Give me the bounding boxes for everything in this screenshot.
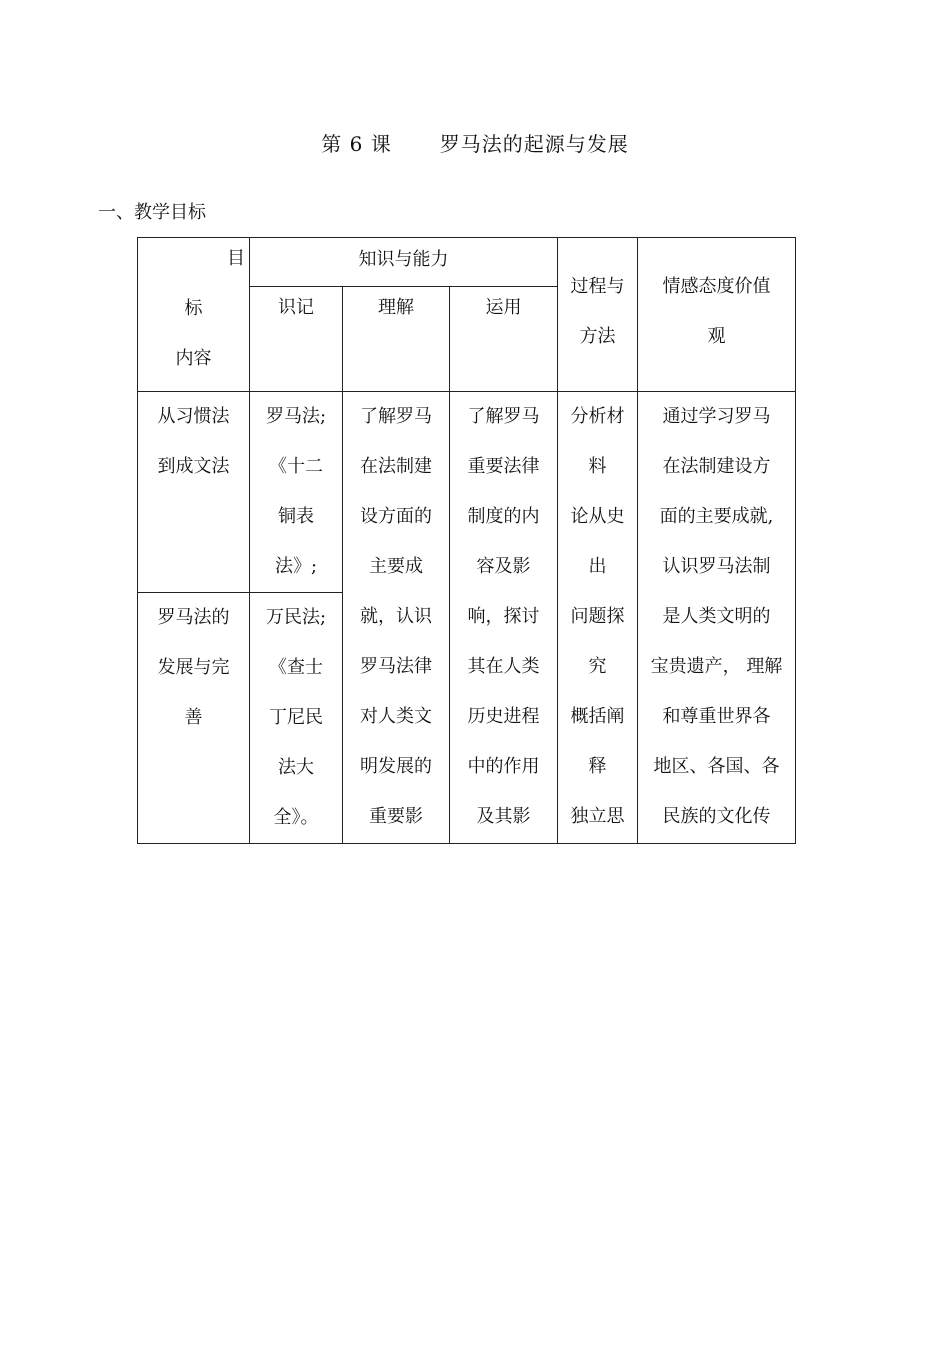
emotion-line-2: 在法制建设方 (662, 456, 771, 477)
understand-line-6: 罗马法律 (360, 656, 432, 677)
emotion-line-9: 民族的文化传 (662, 806, 771, 827)
remember-2-line-3: 丁尼民 (269, 707, 323, 728)
emotion-header-line-2: 观 (707, 326, 726, 347)
remember-2-line-5: 全》。 (273, 807, 319, 828)
apply-line-8: 中的作用 (467, 756, 540, 777)
process-header-line-2: 方法 (579, 326, 616, 347)
remember-2-line-4: 法大 (278, 757, 314, 778)
process-line-6: 究 (588, 656, 607, 677)
emotion-line-7: 和尊重世界各 (662, 706, 771, 727)
emotion-line-3: 面的主要成就, (659, 506, 774, 527)
topic-cell-1 (138, 392, 250, 593)
remember-1-line-1: 罗马法; (265, 406, 327, 427)
understand-line-2: 在法制建 (360, 456, 432, 477)
page-title (0, 128, 950, 157)
emotion-line-8: 地区、各国、各 (653, 756, 780, 777)
process-line-5: 问题探 (570, 606, 625, 627)
process-line-2: 料 (588, 456, 607, 477)
apply-cell (450, 392, 558, 844)
process-method-header (558, 238, 638, 392)
remember-1-line-3: 铜表 (278, 506, 314, 527)
emotion-line-4: 认识罗马法制 (662, 556, 771, 577)
apply-line-9: 及其影 (476, 806, 531, 827)
apply-header: 运用 (450, 287, 558, 392)
apply-line-3: 制度的内 (467, 506, 540, 527)
topic-2-line-3: 善 (184, 707, 203, 728)
apply-line-7: 历史进程 (467, 706, 540, 727)
lesson-number: 第 6 课 (321, 132, 392, 156)
understand-line-1: 了解罗马 (360, 406, 432, 427)
remember-1-line-4: 法》; (274, 556, 318, 577)
topic-1-line-2: 到成文法 (157, 456, 230, 477)
corner-label-2: 标 (184, 298, 203, 319)
topic-cell-2 (138, 593, 250, 844)
understand-header: 理解 (343, 287, 450, 392)
remember-2-line-1: 万民法; (265, 607, 327, 628)
apply-line-5: 响，探讨 (467, 606, 540, 627)
topic-1-line-1: 从习惯法 (157, 406, 230, 427)
process-cell (558, 392, 638, 844)
emotion-header-line-1: 情感态度价值 (662, 276, 771, 297)
understand-line-4: 主要成 (369, 556, 423, 577)
knowledge-ability-header: 知识与能力 (250, 238, 558, 287)
remember-cell-1 (250, 392, 343, 593)
corner-header (138, 238, 250, 392)
lesson-name: 罗马法的起源与发展 (439, 132, 629, 156)
remember-1-line-2: 《十二 (269, 456, 323, 477)
understand-line-7: 对人类文 (360, 706, 432, 727)
process-line-4: 出 (588, 556, 607, 577)
understand-cell (343, 392, 450, 844)
understand-line-9: 重要影 (369, 806, 423, 827)
emotion-line-5: 是人类文明的 (662, 606, 771, 627)
understand-line-8: 明发展的 (360, 756, 432, 777)
apply-line-6: 其在人类 (467, 656, 540, 677)
process-header-line-1: 过程与 (570, 276, 625, 297)
remember-header: 识记 (250, 287, 343, 392)
objectives-table (137, 237, 796, 844)
corner-label-1: 目 (227, 248, 245, 269)
understand-line-3: 设方面的 (360, 506, 432, 527)
apply-line-4: 容及影 (476, 556, 531, 577)
process-line-1: 分析材 (570, 406, 625, 427)
process-line-8: 释 (588, 756, 607, 777)
topic-2-line-2: 发展与完 (157, 657, 230, 678)
section-heading: 一、教学目标 (98, 202, 206, 223)
understand-line-5: 就，认识 (360, 606, 432, 627)
emotion-cell (638, 392, 796, 844)
emotion-line-1: 通过学习罗马 (662, 406, 771, 427)
apply-line-2: 重要法律 (467, 456, 540, 477)
remember-2-line-2: 《查士 (269, 657, 323, 678)
remember-cell-2 (250, 593, 343, 844)
corner-label-3: 内容 (175, 348, 212, 369)
process-line-7: 概括阐 (570, 706, 625, 727)
emotion-value-header (638, 238, 796, 392)
process-line-3: 论从史 (570, 506, 625, 527)
emotion-line-6: 宝贵遗产， 理解 (650, 656, 783, 677)
apply-line-1: 了解罗马 (467, 406, 540, 427)
topic-2-line-1: 罗马法的 (157, 607, 230, 628)
process-line-9: 独立思 (570, 806, 625, 827)
